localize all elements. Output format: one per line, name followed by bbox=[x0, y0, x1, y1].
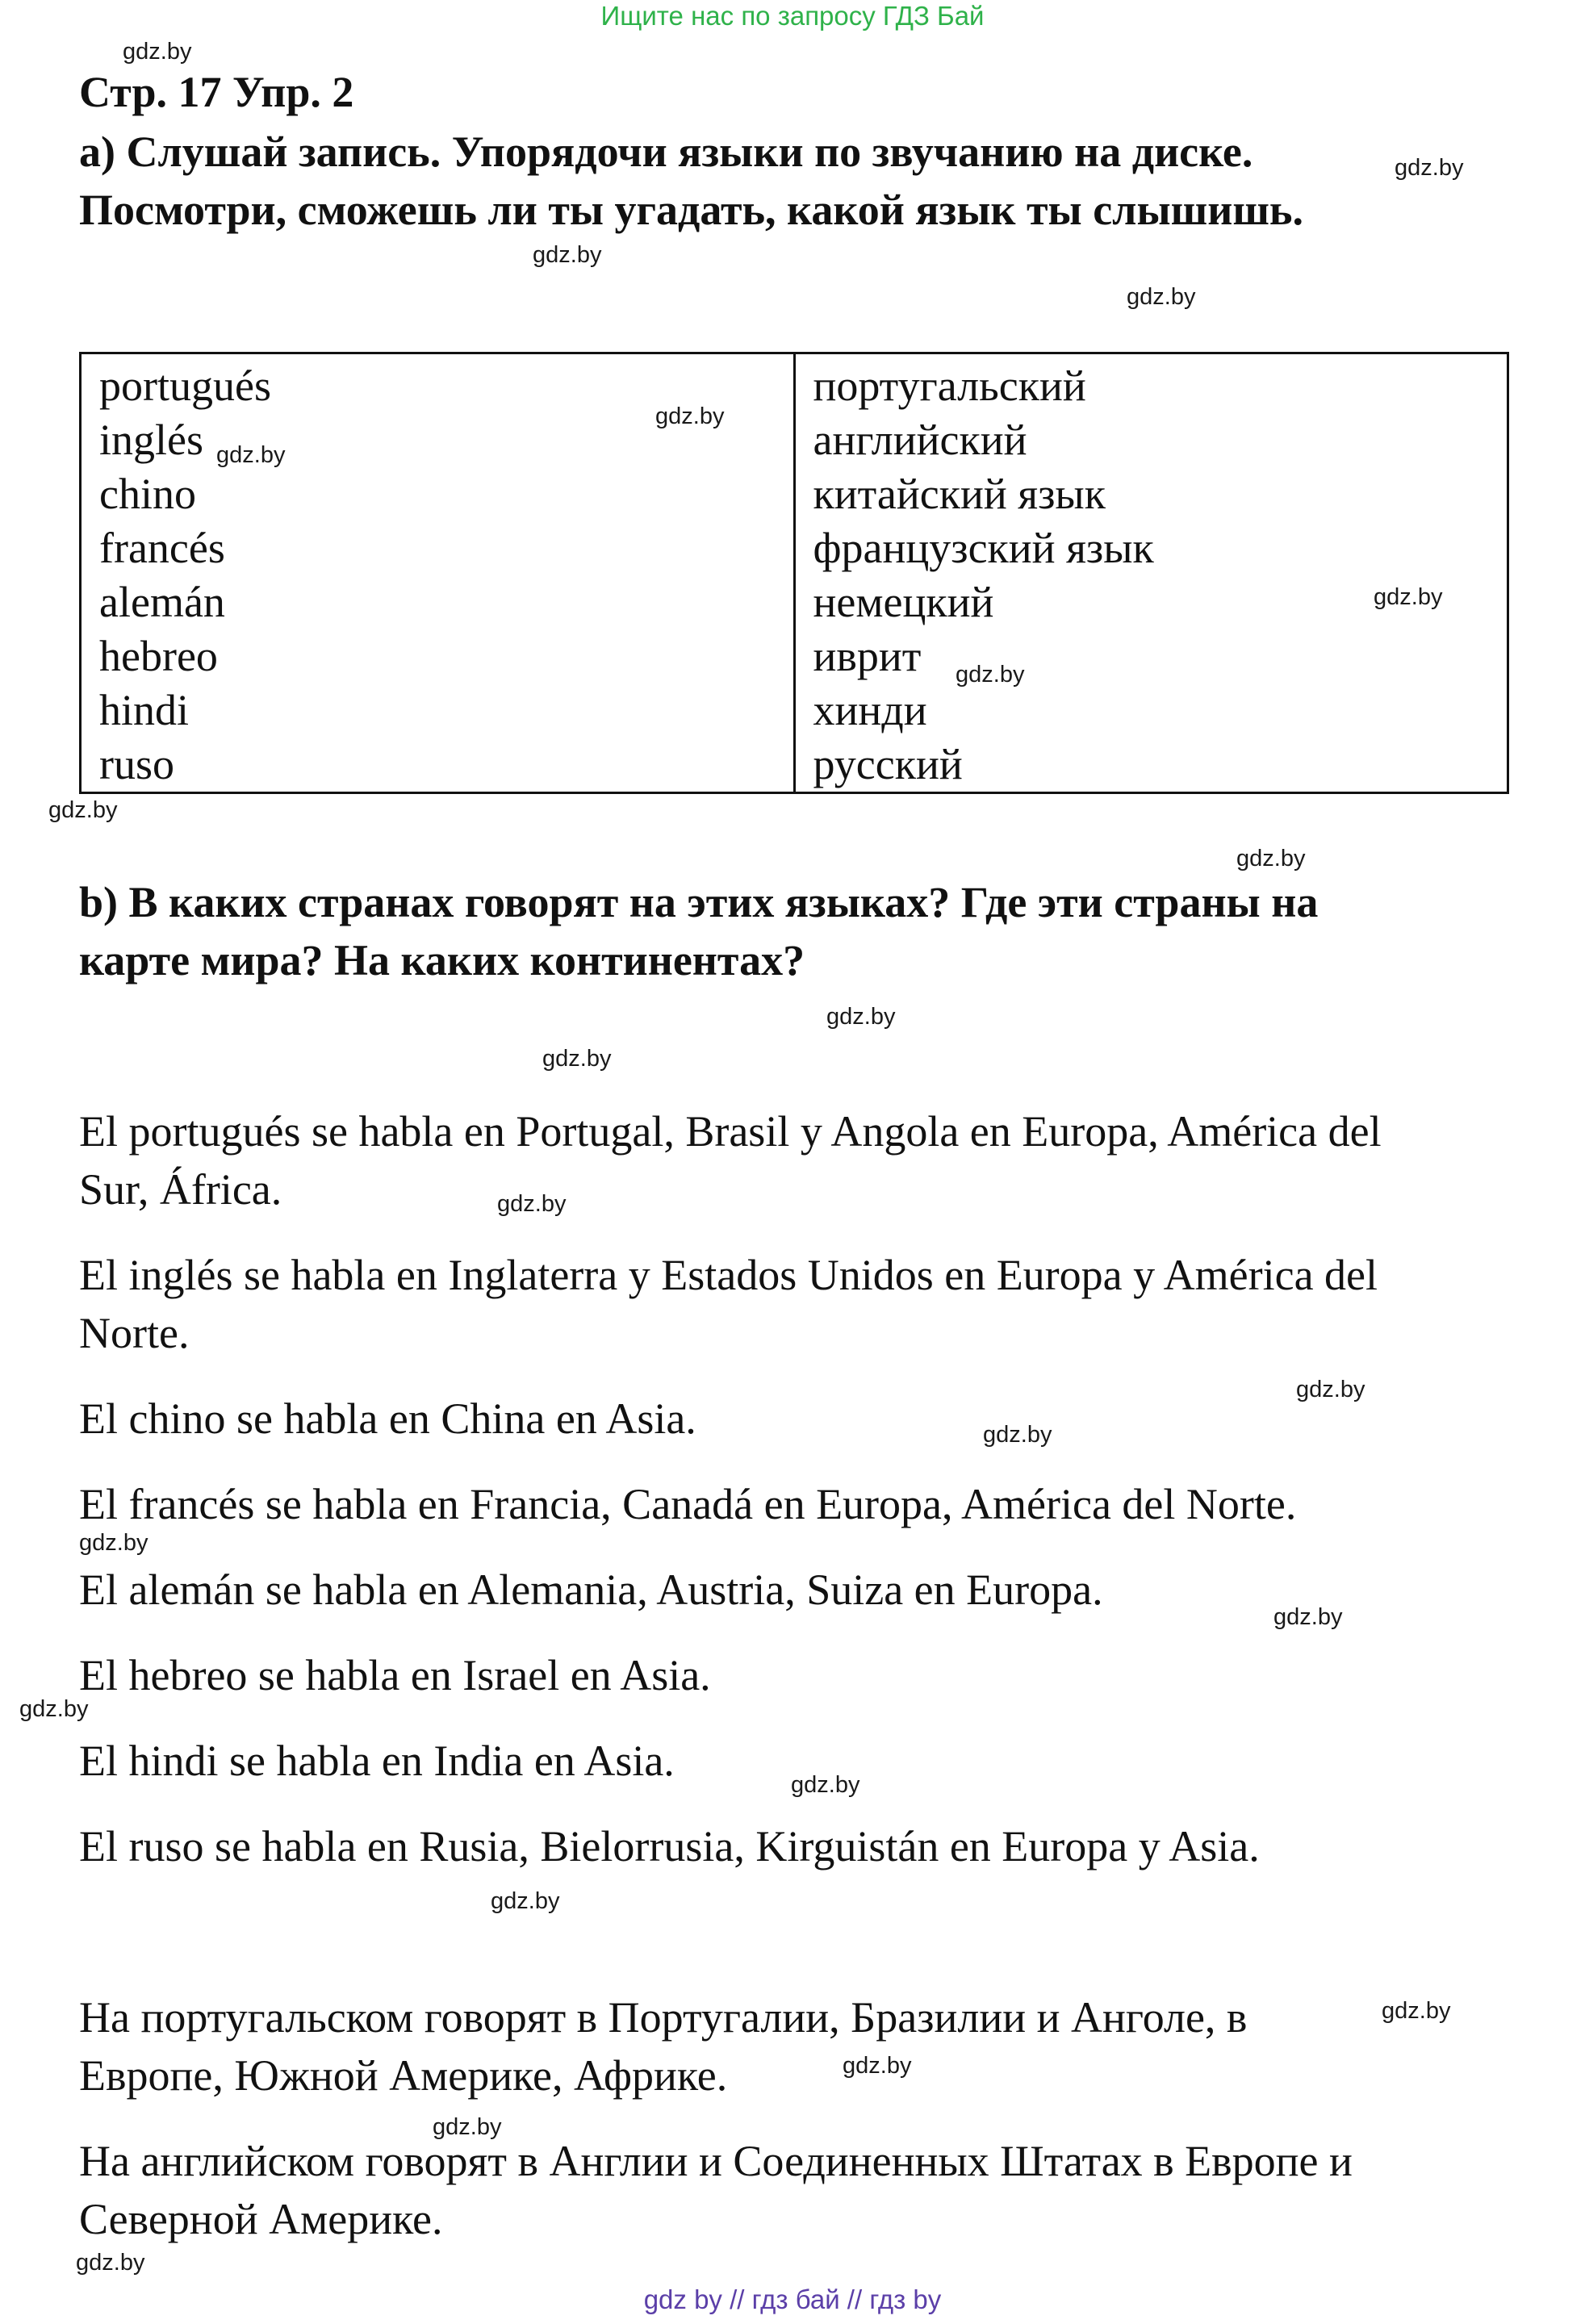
watermark: gdz.by bbox=[1374, 584, 1443, 610]
watermark: gdz.by bbox=[79, 1530, 148, 1556]
watermark: gdz.by bbox=[1127, 284, 1196, 310]
answer-line: El hebreo se habla en Israel en Asia. bbox=[79, 1651, 711, 1699]
watermark: gdz.by bbox=[76, 2250, 145, 2276]
watermark: gdz.by bbox=[19, 1696, 89, 1722]
word-ru: немецкий bbox=[813, 578, 994, 626]
watermark: gdz.by bbox=[983, 1422, 1052, 1448]
top-banner[interactable]: Ищите нас по запросу ГДЗ Бай bbox=[600, 1, 985, 31]
answer-line: El ruso se habla en Rusia, Bielorrusia, Kirguistán en Europa y Asia. bbox=[79, 1822, 1260, 1870]
watermark: gdz.by bbox=[956, 662, 1025, 688]
watermark: gdz.by bbox=[542, 1046, 612, 1072]
answer-line: El alemán se habla en Alemania, Austria, Suiza en Europa. bbox=[79, 1565, 1103, 1614]
word-es: francés bbox=[99, 524, 225, 572]
answer-line: Sur, África. bbox=[79, 1165, 282, 1214]
word-ru: английский bbox=[813, 416, 1027, 464]
watermark: gdz.by bbox=[123, 39, 192, 65]
watermark: gdz.by bbox=[433, 2114, 502, 2140]
task-a-line-2: Посмотри, сможешь ли ты угадать, какой язык ты слышишь. bbox=[79, 186, 1303, 234]
watermark: gdz.by bbox=[826, 1004, 896, 1030]
answer-line: El francés se habla en Francia, Canadá en Europa, América del Norte. bbox=[79, 1480, 1297, 1528]
watermark: gdz.by bbox=[1273, 1604, 1343, 1630]
page-title: Стр. 17 Упр. 2 bbox=[79, 68, 354, 116]
watermark: gdz.by bbox=[533, 242, 602, 268]
answer-line: El chino se habla en China en Asia. bbox=[79, 1394, 696, 1443]
word-es: chino bbox=[99, 470, 196, 518]
word-ru: португальский bbox=[813, 362, 1086, 410]
answer-ru-line: Европе, Южной Америке, Африке. bbox=[79, 2051, 728, 2100]
watermark: gdz.by bbox=[216, 442, 286, 468]
word-es: hindi bbox=[99, 686, 190, 734]
watermark: gdz.by bbox=[843, 2053, 912, 2079]
watermark: gdz.by bbox=[48, 797, 118, 823]
word-ru: хинди bbox=[813, 686, 927, 734]
answer-ru-line: Северной Америке. bbox=[79, 2195, 443, 2243]
task-a-line-1: a) Слушай запись. Упорядочи языки по звучанию на диске. bbox=[79, 127, 1253, 176]
answer-ru-line: На португальском говорят в Португалии, Бразилии и Анголе, в bbox=[79, 1993, 1248, 2042]
watermark: gdz.by bbox=[1395, 155, 1464, 181]
watermark: gdz.by bbox=[497, 1191, 567, 1217]
russian-column bbox=[794, 353, 1508, 793]
word-es: portugués bbox=[99, 362, 271, 410]
word-ru: китайский язык bbox=[813, 470, 1106, 518]
word-es: inglés bbox=[99, 416, 203, 464]
word-ru: русский bbox=[813, 740, 963, 788]
language-table bbox=[79, 352, 1509, 794]
task-b-line-1: b) В каких странах говорят на этих языках? Где эти страны на bbox=[79, 878, 1319, 926]
word-ru: французский язык bbox=[813, 524, 1154, 572]
word-es: ruso bbox=[99, 740, 174, 788]
watermark: gdz.by bbox=[791, 1772, 860, 1798]
word-es: alemán bbox=[99, 578, 225, 626]
answer-line: El portugués se habla en Portugal, Brasil y Angola en Europa, América del bbox=[79, 1107, 1382, 1156]
footer-links[interactable]: gdz by // гдз бай // гдз by bbox=[643, 2284, 942, 2314]
answer-line: El inglés se habla en Inglaterra y Estados Unidos en Europa y América del bbox=[79, 1251, 1378, 1299]
watermark: gdz.by bbox=[1236, 846, 1306, 872]
answer-ru-line: На английском говорят в Англии и Соединенных Штатах в Европе и bbox=[79, 2137, 1353, 2185]
task-b-line-2: карте мира? На каких континентах? bbox=[79, 936, 805, 984]
answer-line: Norte. bbox=[79, 1309, 190, 1357]
watermark: gdz.by bbox=[1296, 1377, 1365, 1402]
watermark: gdz.by bbox=[1382, 1998, 1451, 2024]
word-es: hebreo bbox=[99, 632, 218, 680]
answer-line: El hindi se habla en India en Asia. bbox=[79, 1737, 675, 1785]
word-ru: иврит bbox=[813, 632, 922, 680]
watermark: gdz.by bbox=[491, 1888, 560, 1914]
watermark: gdz.by bbox=[655, 403, 725, 429]
